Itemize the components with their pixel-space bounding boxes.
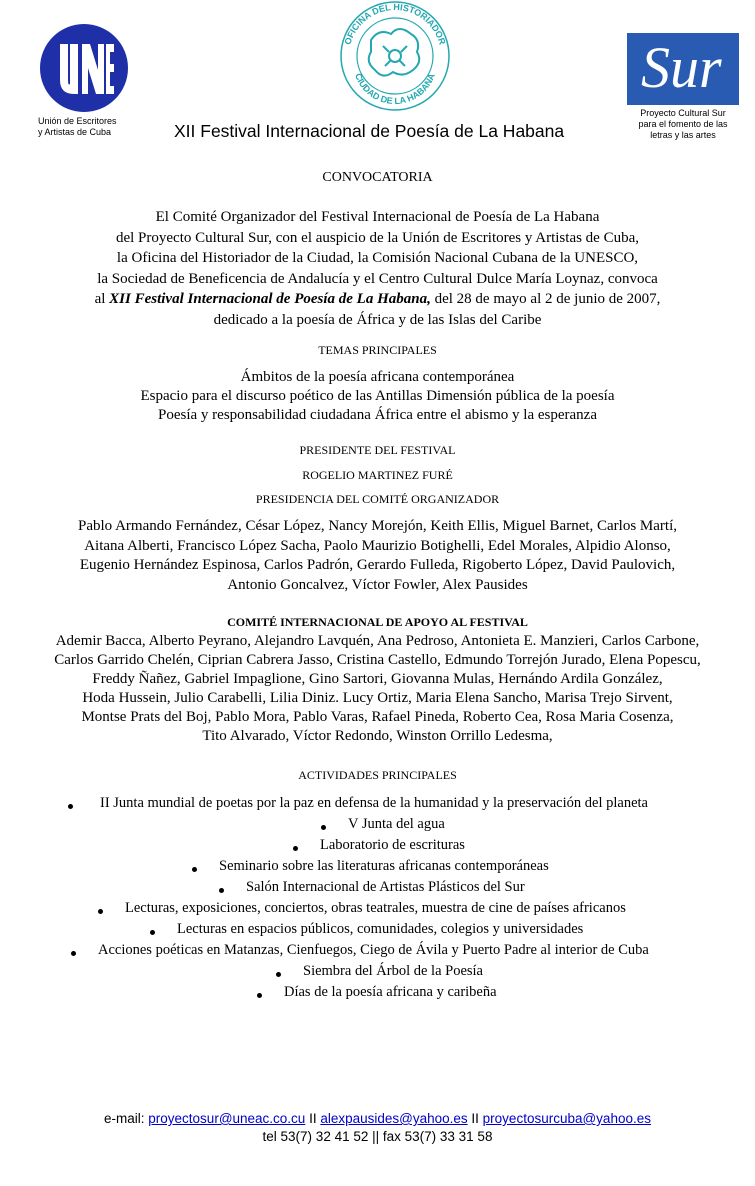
activity-item: [0, 984, 755, 1005]
activity-text: Salón Internacional de Artistas Plásticos del Sur: [246, 879, 525, 895]
presidencia-line-1: Pablo Armando Fernández, César López, Nancy Morejón, Keith Ellis, Miguel Barnet, Carlos Martí,: [77, 518, 678, 534]
bullet-icon: [276, 972, 281, 977]
svg-text:OFICINA DEL HISTORIADOR: [343, 2, 448, 46]
sur-logo: [627, 33, 739, 105]
convocatoria-line-3: la Oficina del Historiador de la Ciudad, la Comisión Nacional Cubana de la UNESCO,: [116, 250, 639, 266]
email-link-alexpausides[interactable]: alexpausides@yahoo.es: [320, 1111, 468, 1126]
activity-text: II Junta mundial de poetas por la paz en defensa de la humanidad y la preservación del planeta: [100, 795, 648, 811]
comite-heading: COMITÉ INTERNACIONAL DE APOYO AL FESTIVAL: [227, 615, 528, 629]
email-separator: II: [467, 1111, 483, 1126]
activity-text: V Junta del agua: [348, 816, 445, 832]
activity-item: [0, 942, 755, 963]
page-title: XII Festival Internacional de Poesía de La Habana: [174, 121, 565, 141]
activity-item: [0, 921, 755, 942]
activity-item: [0, 879, 755, 900]
activity-item: [0, 837, 755, 858]
bullet-icon: [98, 909, 103, 914]
sur-caption-line-1: Proyecto Cultural Sur: [640, 108, 726, 118]
uneac-caption-line-2: y Artistas de Cuba: [38, 127, 112, 137]
comite-line-3: Freddy Ñañez, Gabriel Impaglione, Gino Sartori, Giovanna Mulas, Hernándo Ardila González,: [92, 671, 663, 687]
convocatoria-line-6: dedicado a la poesía de África y de las Islas del Caribe: [213, 311, 542, 328]
uneac-caption-line-1: Unión de Escritores: [38, 116, 117, 126]
bullet-icon: [71, 951, 76, 956]
email-link-proyectosurcuba[interactable]: proyectosurcuba@yahoo.es: [482, 1111, 651, 1126]
activity-item: [0, 900, 755, 921]
bullet-icon: [219, 888, 224, 893]
sur-logo-text: Sur: [641, 35, 722, 100]
sur-caption-line-2: para el fomento de las: [638, 119, 728, 129]
presidencia-heading: PRESIDENCIA DEL COMITÉ ORGANIZADOR: [255, 492, 500, 506]
festival-name-emphasis: XII Festival Internacional de Poesía de La Habana,: [109, 291, 431, 307]
footer-contacts: [0, 1111, 755, 1126]
email-label: e-mail:: [104, 1111, 149, 1126]
uneac-logo-graphic: [38, 22, 130, 114]
convocatoria-heading: CONVOCATORIA: [322, 170, 433, 185]
ohc-ring-bottom-text: CIUDAD DE LA HABANA: [353, 71, 437, 107]
email-link-proyectosur[interactable]: proyectosur@uneac.co.cu: [148, 1111, 306, 1126]
tema-line-3: Poesía y responsabilidad ciudadana África entre el abismo y la esperanza: [158, 407, 597, 423]
presidencia-line-3: Eugenio Hernández Espinosa, Carlos Padrón, Gerardo Fulleda, Rigoberto López, David Paulovich,: [79, 557, 676, 573]
comite-line-2: Carlos Garrido Chelén, Ciprian Cabrera Jasso, Cristina Castello, Edmundo Torrejón Jurado, Elena Popescu,: [54, 652, 701, 668]
activity-text: Laboratorio de escrituras: [320, 837, 465, 853]
activity-text: Lecturas en espacios públicos, comunidades, colegios y universidades: [177, 921, 584, 937]
activity-item: [0, 963, 755, 984]
comite-members: [0, 632, 755, 746]
bullet-icon: [150, 930, 155, 935]
convocatoria-line-2: del Proyecto Cultural Sur, con el auspicio de la Unión de Escritores y Artistas de Cuba,: [115, 229, 640, 246]
convocatoria-line-1: El Comité Organizador del Festival Internacional de Poesía de La Habana: [155, 209, 600, 225]
ohc-seal: [333, 0, 457, 112]
convocatoria-line-5-prefix: al: [94, 291, 110, 307]
comite-line-5: Montse Prats del Boj, Pablo Mora, Pablo Varas, Rafael Pineda, Roberto Cea, Rosa Maria Cosenza,: [81, 709, 674, 725]
bullet-icon: [192, 867, 197, 872]
convocatoria-body: [0, 207, 755, 330]
activity-item: [0, 858, 755, 879]
presidencia-line-4: Antonio Goncalvez, Víctor Fowler, Alex Pausides: [227, 576, 528, 593]
bullet-icon: [68, 804, 73, 809]
uneac-caption: [38, 116, 117, 138]
ohc-ring-top-text: OFICINA DEL HISTORIADOR: [342, 1, 448, 46]
comite-line-6: Tito Alvarado, Víctor Redondo, Winston Orrillo Ledesma,: [202, 728, 553, 744]
bullet-icon: [321, 825, 326, 830]
ohc-seal-graphic: [333, 0, 457, 112]
presidente-name: ROGELIO MARTINEZ FURÉ: [302, 468, 453, 482]
presidencia-line-2: Aitana Alberti, Francisco López Sacha, Paolo Maurizio Botighelli, Edel Morales, Alpidio Alonso,: [84, 537, 671, 554]
footer-phone: tel 53(7) 32 41 52 || fax 53(7) 33 31 58: [262, 1129, 493, 1144]
uneac-logo: [38, 22, 130, 114]
convocatoria-line-5-suffix: del 28 de mayo al 2 de junio de 2007,: [430, 291, 661, 307]
comite-line-4: Hoda Hussein, Julio Carabelli, Lilia Diniz. Lucy Ortiz, Maria Elena Sancho, Marisa Trejo Sirvent,: [82, 690, 673, 706]
presidencia-members: [0, 517, 755, 595]
temas-heading: TEMAS PRINCIPALES: [318, 343, 437, 357]
activity-item: [0, 816, 755, 837]
activity-item: [0, 795, 755, 816]
activity-text: Acciones poéticas en Matanzas, Cienfuegos, Ciego de Ávila y Puerto Padre al interior de Cuba: [98, 942, 649, 958]
convocatoria-line-5: [0, 289, 755, 310]
actividades-heading: ACTIVIDADES PRINCIPALES: [298, 768, 457, 782]
convocatoria-line-4: la Sociedad de Beneficencia de Andalucía y el Centro Cultural Dulce María Loynaz, convoca: [97, 270, 658, 287]
sur-caption-line-3: letras y las artes: [650, 130, 716, 140]
email-separator: II: [305, 1111, 321, 1126]
bullet-icon: [257, 993, 262, 998]
sur-caption: [627, 108, 739, 141]
activity-text: Días de la poesía africana y caribeña: [284, 984, 497, 1000]
activity-text: Siembra del Árbol de la Poesía: [303, 963, 483, 979]
tema-line-2: Espacio para el discurso poético de las Antillas Dimensión pública de la poesía: [140, 388, 615, 404]
tema-line-1: Ámbitos de la poesía africana contemporánea: [240, 369, 515, 385]
comite-line-1: Ademir Bacca, Alberto Peyrano, Alejandro Lavquén, Ana Pedroso, Antonieta E. Manzieri, Carlos Carbone,: [55, 633, 700, 649]
temas-list: [0, 368, 755, 425]
presidente-heading: PRESIDENTE DEL FESTIVAL: [299, 443, 456, 457]
activity-text: Seminario sobre las literaturas africanas contemporáneas: [219, 858, 549, 874]
bullet-icon: [293, 846, 298, 851]
activity-text: Lecturas, exposiciones, conciertos, obras teatrales, muestra de cine de países africanos: [125, 900, 626, 916]
